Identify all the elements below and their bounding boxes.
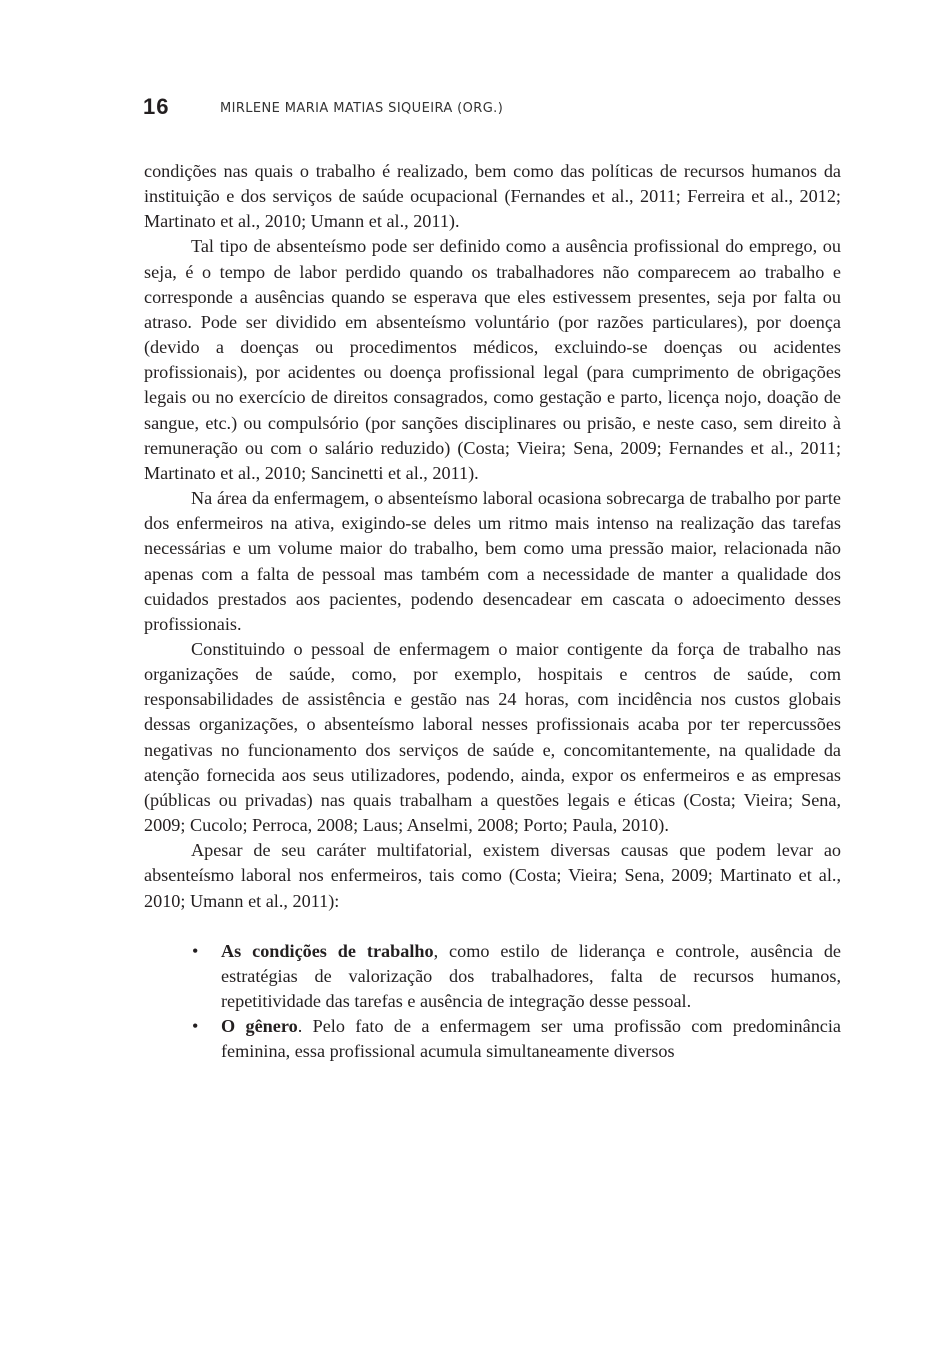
bullet-term: O gênero bbox=[221, 1016, 298, 1037]
body-text bbox=[144, 159, 841, 1064]
bullet-text: , como estilo de liderança e controle, ausência de estratégias de valorização dos trabalhadores, falta de recursos humanos, repetitividade das tarefas e ausência de integração desse pessoal. bbox=[221, 940, 842, 1011]
paragraph-1: condições nas quais o trabalho é realizado, bem como das políticas de recursos humanos da instituição e dos serviços de saúde ocupacional (Fernandes et al., 2011; Ferreira et al., 2012; Martinato et al., 2010; Umann et al., 2011). bbox=[144, 161, 841, 232]
paragraph-4: Constituindo o pessoal de enfermagem o maior contigente da força de trabalho nas organizações de saúde, como, por exemplo, hospitais e centros de saúde, com responsabilidades de assistência e gestão nas 24 horas, com incidência nos custos globais dessas organizações, o absenteísmo laboral nesses profissionais acaba por ter repercussões negativas no funcionamento dos serviços de saúde e, concomitantemente, na qualidade da atenção fornecida aos seus utilizadores, podendo, ainda, expor os enfermeiros e as empresas (públicas ou privadas) nas quais trabalham a questões legais e éticas (Costa; Vieira; Sena, 2009; Cucolo; Perroca, 2008; Laus; Anselmi, 2008; Porto; Paula, 2010). bbox=[144, 638, 841, 836]
page-header bbox=[143, 92, 843, 124]
bullet-term: As condições de trabalho bbox=[221, 940, 434, 961]
paragraph-2: Tal tipo de absenteísmo pode ser definido como a ausência profissional do emprego, ou seja, é o tempo de labor perdido quando os trabalhadores não comparecem ao trabalho e corresponde a ausências quando se esperava que eles estivessem presentes, seja por falta ou atraso. Pode ser dividido em absenteísmo voluntário (por razões particulares), por doença (devido a doenças ou procedimentos médicos, excluindo-se doenças ou acidentes profissionais), por acidentes ou doença profissional legal (para cumprimento de obrigações legais ou no exercício de direitos consagrados, como gestação e parto, licença nojo, doação de sangue, etc.) ou compulsório (por sanções disciplinares ou prisão, e neste caso, sem direito à remuneração ou com o salário reduzido) (Costa; Vieira; Sena, 2009; Fernandes et al., 2011; Martinato et al., 2010; Sancinetti et al., 2011). bbox=[144, 236, 841, 483]
bullet-icon: • bbox=[192, 1016, 199, 1037]
bullet-list bbox=[144, 939, 841, 1065]
page-number: 16 bbox=[143, 94, 170, 119]
bullet-icon: • bbox=[192, 940, 199, 961]
bullet-item bbox=[144, 1014, 841, 1064]
paragraph-3: Na área da enfermagem, o absenteísmo laboral ocasiona sobrecarga de trabalho por parte dos enfermeiros na ativa, exigindo-se deles um ritmo mais intenso na realização das tarefas necessárias e um volume maior do trabalho, bem como uma pressão maior, relacionada não apenas com a falta de pessoal mas também com a necessidade de manter a qualidade dos cuidados prestados aos pacientes, podendo desencadear em cascata o adoecimento desses profissionais. bbox=[144, 488, 841, 634]
bullet-item bbox=[144, 939, 841, 1014]
paragraph-5: Apesar de seu caráter multifatorial, existem diversas causas que podem levar ao absenteísmo laboral nos enfermeiros, tais como (Costa; Vieira; Sena, 2009; Martinato et al., 2010; Umann et al., 2011): bbox=[144, 840, 841, 911]
bullet-text: . Pelo fato de a enfermagem ser uma profissão com predominância feminina, essa profissional acumula simultaneamente diversos bbox=[221, 1016, 841, 1062]
running-head: MIRLENE MARIA MATIAS SIQUEIRA (ORG.) bbox=[220, 101, 504, 116]
